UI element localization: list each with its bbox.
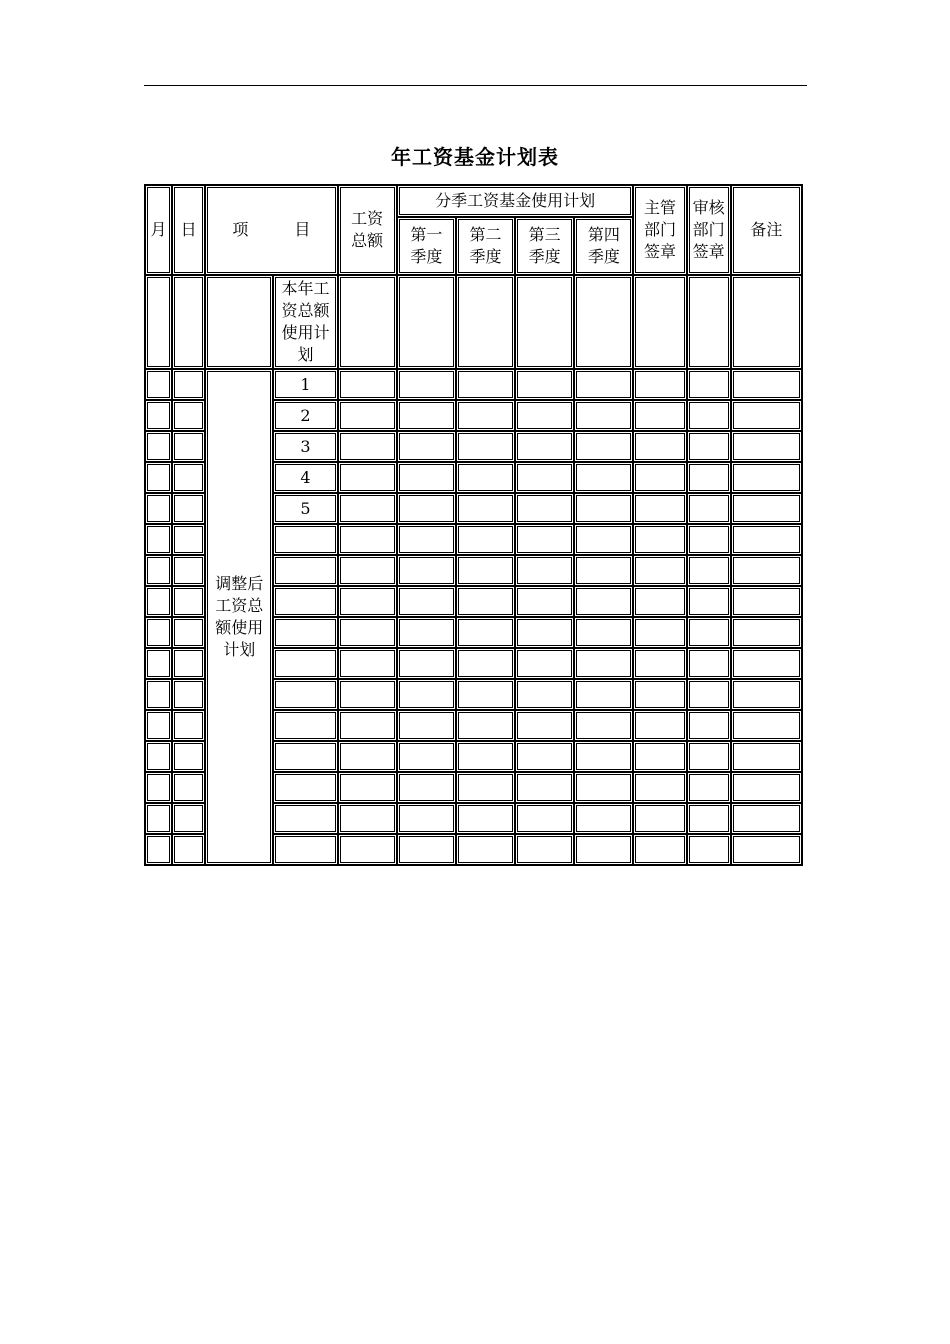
- header-quarter-plan: 分季工资基金使用计划: [397, 185, 634, 217]
- cell: [731, 493, 802, 524]
- cell: [397, 679, 456, 710]
- cell: [687, 555, 731, 586]
- cell: [633, 369, 686, 400]
- row-number-cell: [273, 555, 337, 586]
- cell: [574, 555, 633, 586]
- cell: [456, 493, 515, 524]
- day-cell: [172, 462, 205, 493]
- cell: [731, 400, 802, 431]
- row-number-cell: [273, 741, 337, 772]
- day-cell: [172, 493, 205, 524]
- cell: [338, 648, 397, 679]
- cell: [338, 555, 397, 586]
- day-cell: [172, 431, 205, 462]
- cell: [731, 462, 802, 493]
- cell: [687, 741, 731, 772]
- row-number-cell: 2: [273, 400, 337, 431]
- row-number-cell: [273, 710, 337, 741]
- month-cell: [145, 648, 172, 679]
- row-number-cell: [273, 617, 337, 648]
- cell: [687, 524, 731, 555]
- cell: [687, 679, 731, 710]
- row-number-cell: [273, 679, 337, 710]
- cell: [731, 710, 802, 741]
- cell: [574, 741, 633, 772]
- cell: [687, 369, 731, 400]
- cell: [397, 834, 456, 865]
- cell: [633, 555, 686, 586]
- cell: [397, 741, 456, 772]
- cell: [574, 493, 633, 524]
- cell: [515, 462, 574, 493]
- cell: [687, 617, 731, 648]
- cell: [687, 586, 731, 617]
- day-cell: [172, 772, 205, 803]
- month-cell: [145, 679, 172, 710]
- adjusted-plan-label: 调整后工资总额使用计划: [205, 369, 273, 865]
- cell: [515, 369, 574, 400]
- cell: [456, 586, 515, 617]
- header-q3: 第三季度: [515, 217, 574, 275]
- cell: [456, 369, 515, 400]
- cell: [397, 493, 456, 524]
- cell: [515, 803, 574, 834]
- day-cell: [172, 555, 205, 586]
- cell: [338, 679, 397, 710]
- day-cell: [172, 524, 205, 555]
- cell: [574, 275, 633, 369]
- month-cell: [145, 617, 172, 648]
- cell: [397, 462, 456, 493]
- cell: [731, 772, 802, 803]
- cell: [515, 400, 574, 431]
- row-number-cell: [273, 772, 337, 803]
- cell: [574, 462, 633, 493]
- cell: [338, 617, 397, 648]
- cell: [515, 741, 574, 772]
- cell: [338, 803, 397, 834]
- cell: [731, 803, 802, 834]
- header-item-left: 项: [232, 220, 249, 239]
- month-cell: [145, 772, 172, 803]
- month-cell: [145, 834, 172, 865]
- cell: [456, 803, 515, 834]
- cell: [574, 648, 633, 679]
- cell: [633, 586, 686, 617]
- cell: [456, 400, 515, 431]
- cell: [515, 617, 574, 648]
- day-cell: [172, 710, 205, 741]
- row-number-cell: 1: [273, 369, 337, 400]
- month-cell: [145, 462, 172, 493]
- month-cell: [145, 524, 172, 555]
- cell: [338, 462, 397, 493]
- month-cell: [145, 400, 172, 431]
- page-title: 年工资基金计划表: [391, 145, 559, 169]
- cell: [633, 462, 686, 493]
- cell: [338, 400, 397, 431]
- cell: [456, 617, 515, 648]
- cell: [338, 493, 397, 524]
- cell: [731, 741, 802, 772]
- month-cell: [145, 710, 172, 741]
- cell: [397, 803, 456, 834]
- cell: [633, 834, 686, 865]
- cell: [456, 834, 515, 865]
- cell: [397, 586, 456, 617]
- row-number-cell: 3: [273, 431, 337, 462]
- cell: [687, 772, 731, 803]
- row-number-cell: [273, 648, 337, 679]
- day-cell: [172, 679, 205, 710]
- cell: [633, 275, 686, 369]
- cell: [633, 710, 686, 741]
- cell: [515, 772, 574, 803]
- cell: [687, 834, 731, 865]
- cell: [205, 275, 273, 369]
- cell: [574, 679, 633, 710]
- cell: [731, 431, 802, 462]
- cell: [633, 493, 686, 524]
- header-q1: 第一季度: [397, 217, 456, 275]
- cell: [338, 772, 397, 803]
- cell: [731, 555, 802, 586]
- annual-plan-row: [145, 275, 802, 369]
- cell: [515, 524, 574, 555]
- row-number-cell: 4: [273, 462, 337, 493]
- cell: [574, 803, 633, 834]
- cell: [731, 275, 802, 369]
- day-cell: [172, 586, 205, 617]
- cell: [397, 275, 456, 369]
- cell: [687, 493, 731, 524]
- cell: [687, 400, 731, 431]
- cell: [338, 369, 397, 400]
- cell: [731, 617, 802, 648]
- cell: [397, 648, 456, 679]
- cell: [338, 834, 397, 865]
- cell: [515, 275, 574, 369]
- cell: [456, 555, 515, 586]
- row-number-cell: [273, 524, 337, 555]
- cell: [456, 679, 515, 710]
- cell: [633, 524, 686, 555]
- cell: [633, 617, 686, 648]
- cell: [397, 431, 456, 462]
- cell: [731, 586, 802, 617]
- table-row: [145, 369, 802, 400]
- cell: [731, 648, 802, 679]
- month-cell: [145, 741, 172, 772]
- cell: [456, 462, 515, 493]
- month-cell: [145, 586, 172, 617]
- month-cell: [145, 431, 172, 462]
- row-number-cell: 5: [273, 493, 337, 524]
- header-audit-sign: 审核部门签章: [687, 185, 731, 275]
- cell: [456, 431, 515, 462]
- annual-plan-label: 本年工资总额使用计划: [273, 275, 337, 369]
- cell: [338, 275, 397, 369]
- month-cell: [145, 555, 172, 586]
- cell: [338, 741, 397, 772]
- top-rule: [144, 85, 807, 86]
- cell: [574, 710, 633, 741]
- cell: [633, 431, 686, 462]
- cell: [515, 555, 574, 586]
- cell: [456, 648, 515, 679]
- row-number-cell: [273, 803, 337, 834]
- cell: [397, 617, 456, 648]
- cell: [515, 493, 574, 524]
- cell: [456, 710, 515, 741]
- cell: [456, 524, 515, 555]
- cell: [397, 369, 456, 400]
- cell: [687, 648, 731, 679]
- cell: [687, 462, 731, 493]
- header-q4: 第四季度: [574, 217, 633, 275]
- cell: [687, 275, 731, 369]
- cell: [731, 679, 802, 710]
- cell: [731, 834, 802, 865]
- cell: [633, 679, 686, 710]
- cell: [456, 741, 515, 772]
- cell: [338, 524, 397, 555]
- cell: [515, 431, 574, 462]
- cell: [574, 524, 633, 555]
- month-cell: [145, 803, 172, 834]
- cell: [574, 431, 633, 462]
- cell: [145, 275, 172, 369]
- cell: [397, 555, 456, 586]
- cell: [731, 524, 802, 555]
- cell: [687, 710, 731, 741]
- wage-plan-table: [144, 184, 803, 866]
- cell: [731, 369, 802, 400]
- header-item: [205, 185, 337, 275]
- cell: [397, 772, 456, 803]
- month-cell: [145, 369, 172, 400]
- header-dept-sign: 主管部门签章: [633, 185, 686, 275]
- cell: [338, 710, 397, 741]
- cell: [574, 617, 633, 648]
- header-day: 日: [172, 185, 205, 275]
- row-number-cell: [273, 834, 337, 865]
- header-remark: 备注: [731, 185, 802, 275]
- cell: [456, 772, 515, 803]
- cell: [515, 834, 574, 865]
- cell: [515, 586, 574, 617]
- cell: [633, 803, 686, 834]
- cell: [687, 431, 731, 462]
- day-cell: [172, 741, 205, 772]
- cell: [338, 431, 397, 462]
- cell: [574, 400, 633, 431]
- cell: [515, 648, 574, 679]
- header-total-wage: 工资总额: [338, 185, 397, 275]
- day-cell: [172, 369, 205, 400]
- cell: [515, 679, 574, 710]
- day-cell: [172, 648, 205, 679]
- month-cell: [145, 493, 172, 524]
- cell: [633, 400, 686, 431]
- cell: [172, 275, 205, 369]
- day-cell: [172, 803, 205, 834]
- cell: [633, 772, 686, 803]
- cell: [515, 710, 574, 741]
- day-cell: [172, 834, 205, 865]
- cell: [397, 524, 456, 555]
- header-item-right: 目: [294, 220, 311, 239]
- header-month: 月: [145, 185, 172, 275]
- cell: [633, 648, 686, 679]
- cell: [574, 834, 633, 865]
- cell: [574, 586, 633, 617]
- cell: [574, 772, 633, 803]
- day-cell: [172, 617, 205, 648]
- cell: [397, 710, 456, 741]
- header-row-1: [145, 185, 802, 217]
- cell: [687, 803, 731, 834]
- cell: [633, 741, 686, 772]
- cell: [574, 369, 633, 400]
- day-cell: [172, 400, 205, 431]
- header-q2: 第二季度: [456, 217, 515, 275]
- cell: [338, 586, 397, 617]
- cell: [456, 275, 515, 369]
- cell: [397, 400, 456, 431]
- row-number-cell: [273, 586, 337, 617]
